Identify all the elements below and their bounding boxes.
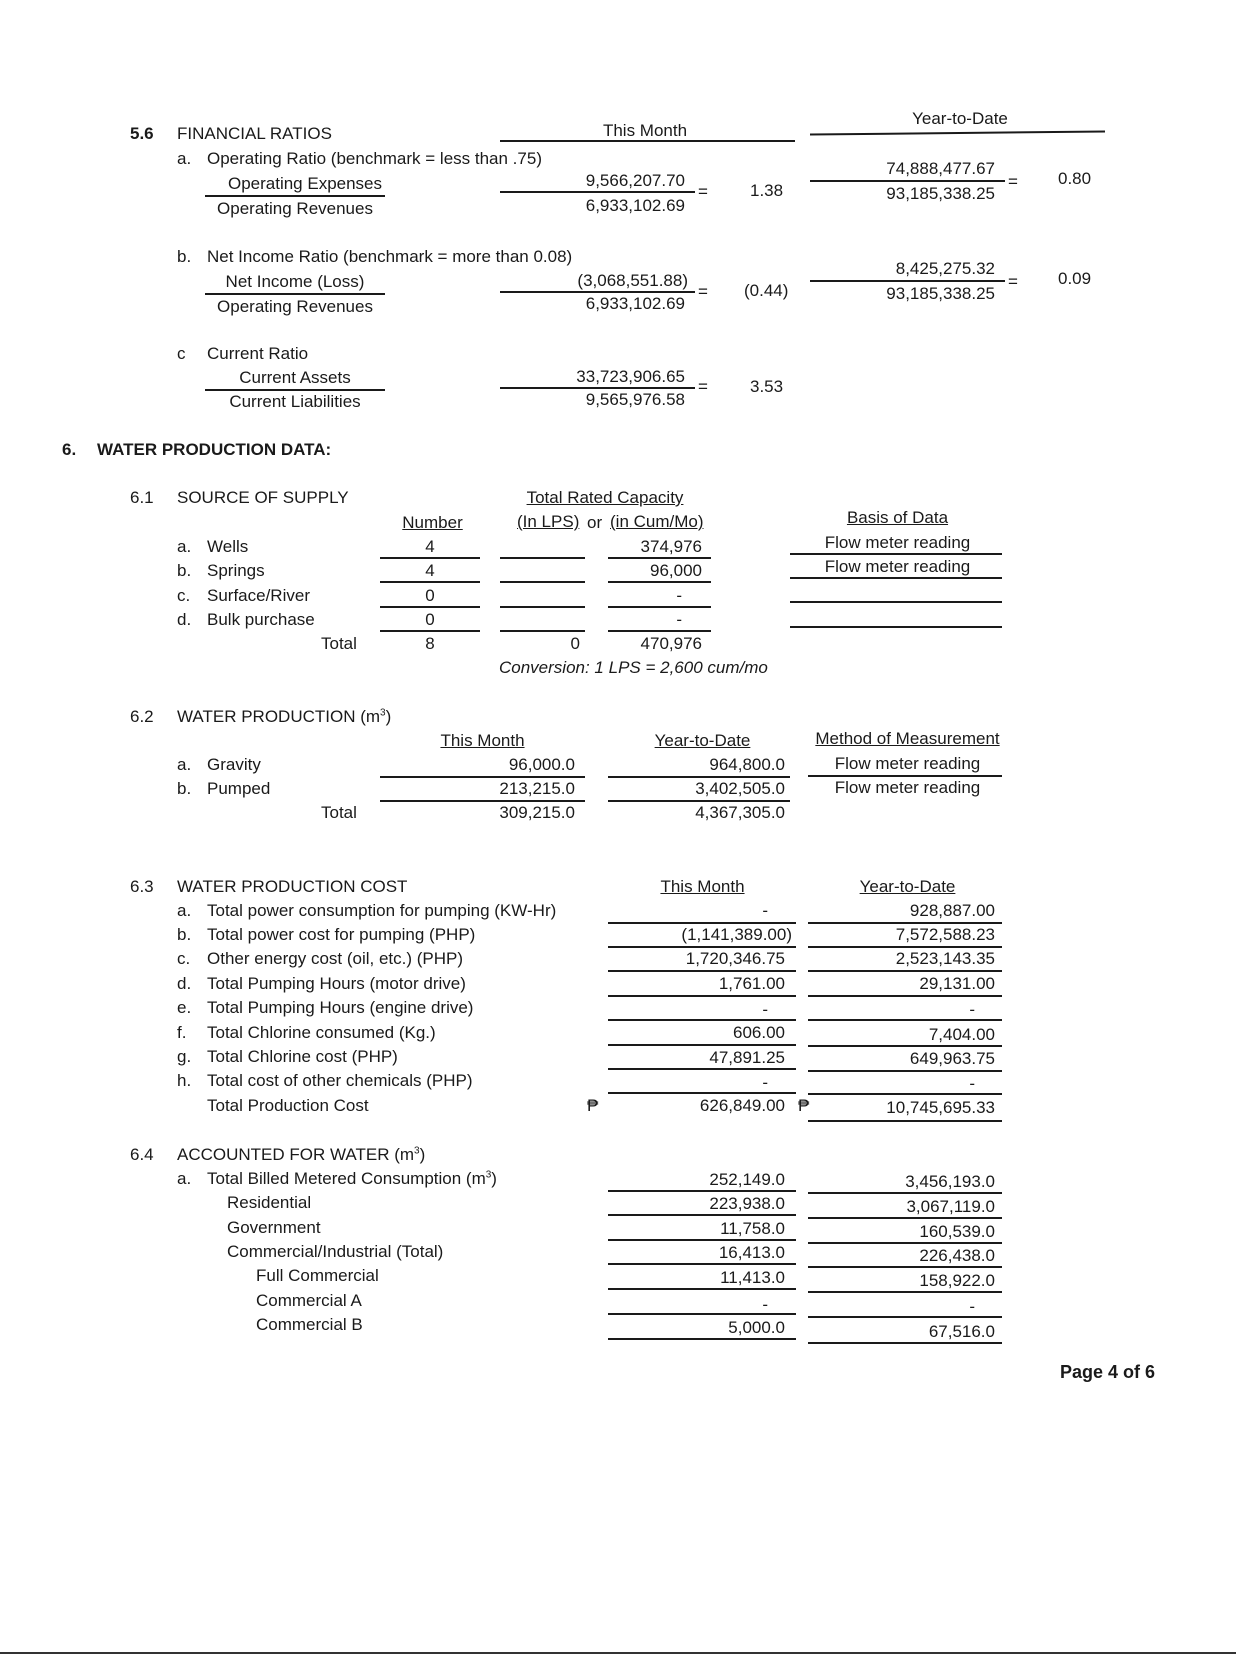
fraction-bar	[810, 180, 1005, 182]
row-month: 1,720,346.75	[685, 949, 785, 968]
row-month: -	[762, 1295, 768, 1314]
row-ytd: 964,800.0	[709, 755, 785, 774]
peso-sign: ₱	[587, 1096, 599, 1115]
page-number: Page 4 of 6	[1060, 1362, 1156, 1382]
rule	[808, 1120, 1002, 1122]
row-month: 47,891.25	[709, 1048, 785, 1067]
total-month: 626,849.00	[699, 1096, 785, 1115]
section-6-3-title: WATER PRODUCTION COST	[177, 877, 408, 896]
rule	[608, 1313, 796, 1315]
header-method-of-measurement: Method of Measurement	[815, 729, 1000, 748]
row-cum: -	[676, 610, 682, 629]
header-year-to-date: Year-to-Date	[859, 877, 956, 896]
rule	[500, 630, 585, 632]
rule	[808, 995, 1002, 997]
fraction-bar	[500, 387, 695, 389]
row-letter: c.	[177, 949, 191, 968]
rule	[608, 1068, 796, 1070]
section-5-6-number: 5.6	[130, 124, 154, 143]
row-label-surface-river: Surface/River	[207, 586, 310, 605]
rule	[608, 995, 796, 997]
row-label-chlorine-cost: Total Chlorine cost (PHP)	[207, 1047, 398, 1066]
rule	[608, 922, 796, 924]
rule	[608, 1019, 796, 1021]
row-ytd: 7,404.00	[928, 1025, 995, 1044]
net-income-ratio-title: Net Income Ratio (benchmark = more than 0.08)	[207, 247, 573, 266]
row-number: 4	[425, 561, 435, 580]
ytd-ratio-result: 0.09	[1058, 269, 1092, 288]
row-month: 96,000.0	[508, 755, 575, 774]
row-letter: g.	[177, 1047, 192, 1066]
row-month: -	[762, 901, 768, 920]
fraction-bar	[810, 280, 1005, 282]
operating-expenses-label: Operating Expenses	[227, 174, 383, 193]
row-ytd: -	[969, 1074, 975, 1093]
rule	[808, 1266, 1002, 1268]
row-number: 0	[425, 610, 435, 629]
net-income-label: Net Income (Loss)	[225, 272, 365, 291]
month-ratio-result: 1.38	[750, 181, 784, 200]
total-ytd: 4,367,305.0	[695, 803, 785, 822]
row-letter: e.	[177, 998, 192, 1017]
operating-revenues-label: Operating Revenues	[217, 297, 373, 316]
rule	[808, 1291, 1002, 1293]
rule	[380, 800, 585, 802]
total-cum: 470,976	[640, 634, 702, 653]
rule	[608, 1044, 796, 1046]
ytd-denominator: 93,185,338.25	[886, 284, 995, 303]
rule	[808, 1217, 1002, 1219]
total-ytd: 10,745,695.33	[886, 1098, 995, 1117]
row-number: 4	[425, 537, 435, 556]
row-ytd: 3,067,119.0	[906, 1197, 995, 1216]
current-assets-label: Current Assets	[239, 368, 351, 387]
month-ratio-result: (0.44)	[744, 281, 789, 300]
rule	[608, 1288, 796, 1290]
fraction-bar	[205, 293, 385, 295]
row-letter: b.	[177, 561, 192, 580]
row-month: -	[762, 1000, 768, 1019]
header-in-cum-mo: (in Cum/Mo)	[610, 512, 704, 531]
row-label-pumped: Pumped	[207, 779, 271, 798]
row-ytd: 160,539.0	[919, 1222, 995, 1241]
total-label: Total	[321, 634, 357, 653]
rule	[808, 1019, 1002, 1021]
month-denominator: 6,933,102.69	[585, 294, 685, 313]
rule	[808, 1316, 1002, 1318]
row-letter: a.	[177, 537, 192, 556]
row-label-other-chemicals: Total cost of other chemicals (PHP)	[207, 1071, 473, 1090]
equals-sign: =	[698, 182, 708, 201]
row-ytd: 928,887.00	[909, 901, 995, 920]
rule	[608, 776, 790, 778]
row-month: 16,413.0	[718, 1243, 785, 1262]
rule	[608, 630, 711, 632]
rule	[808, 1192, 1002, 1194]
rule	[808, 1045, 1002, 1047]
row-month: 223,938.0	[709, 1194, 785, 1213]
row-letter: a.	[177, 1169, 192, 1188]
row-month: 1,761.00	[718, 974, 785, 993]
row-label-commercial-b: Commercial B	[256, 1315, 363, 1334]
fraction-bar	[205, 195, 385, 197]
total-lps: 0	[570, 634, 580, 653]
row-label-billed-metered: Total Billed Metered Consumption $(m^3)$	[207, 1169, 497, 1188]
rule	[790, 553, 1002, 555]
operating-revenues-label: Operating Revenues	[217, 199, 373, 218]
row-label-chlorine-consumed: Total Chlorine consumed (Kg.)	[207, 1023, 436, 1042]
operating-ratio-title: Operating Ratio (benchmark = less than .75)	[207, 149, 542, 168]
row-ytd: 7,572,588.23	[895, 925, 995, 944]
row-cum: -	[676, 586, 682, 605]
rule	[808, 1070, 1002, 1072]
row-ytd: 2,523,143.35	[895, 949, 995, 968]
row-ytd: 649,963.75	[909, 1049, 995, 1068]
row-basis: Flow meter reading	[824, 533, 971, 552]
rule	[608, 970, 796, 972]
row-letter: b.	[177, 779, 192, 798]
month-numerator: 9,566,207.70	[585, 171, 685, 190]
rule	[808, 922, 1002, 924]
header-this-month: This Month	[602, 121, 688, 140]
rule	[808, 970, 1002, 972]
header-basis-of-data: Basis of Data	[846, 508, 949, 527]
scan-edge-line	[0, 1652, 1236, 1654]
row-letter: b.	[177, 925, 192, 944]
row-letter: h.	[177, 1071, 192, 1090]
header-in-lps: (In LPS)	[517, 512, 580, 531]
peso-sign: ₱	[798, 1096, 810, 1115]
equals-sign: =	[698, 377, 708, 396]
row-label-power-consumption: Total power consumption for pumping (KW-Hr)	[207, 901, 557, 920]
rule	[500, 581, 585, 583]
total-label: Total	[321, 803, 357, 822]
current-ratio-title: Current Ratio	[207, 344, 309, 363]
rule	[608, 581, 711, 583]
rule	[808, 1093, 1002, 1095]
rule	[790, 626, 1002, 628]
item-letter: b.	[177, 247, 192, 266]
row-month: (1,141,389.00)	[681, 925, 792, 944]
fraction-bar	[500, 291, 695, 293]
row-ytd: 158,922.0	[919, 1271, 995, 1290]
row-number: 0	[425, 586, 435, 605]
header-year-to-date: Year-to-Date	[912, 109, 1008, 128]
conversion-note: Conversion: 1 LPS = 2,600 cum/mo	[499, 658, 768, 677]
rule	[808, 946, 1002, 948]
row-month: 11,413.0	[720, 1268, 785, 1287]
rule	[500, 606, 585, 608]
month-numerator: (3,068,551.88)	[577, 271, 688, 290]
total-month: 309,215.0	[499, 803, 575, 822]
section-6-title: WATER PRODUCTION DATA:	[97, 440, 332, 459]
equals-sign: =	[1008, 272, 1018, 291]
row-ytd: 226,438.0	[919, 1246, 995, 1265]
rule	[380, 557, 480, 559]
section-6-1-title: SOURCE OF SUPPLY	[177, 488, 349, 507]
item-letter: a.	[177, 149, 192, 168]
rule	[608, 557, 711, 559]
row-label-other-energy-cost: Other energy cost (oil, etc.) (PHP)	[207, 949, 464, 968]
header-year-to-date: Year-to-Date	[654, 731, 751, 750]
row-method: Flow meter reading	[834, 778, 981, 797]
row-ytd: 29,131.00	[919, 974, 995, 993]
row-label-wells: Wells	[207, 537, 249, 556]
row-label-power-cost: Total power cost for pumping (PHP)	[207, 925, 476, 944]
row-label-residential: Residential	[227, 1193, 312, 1212]
rule	[608, 1239, 796, 1241]
rule	[790, 601, 1002, 603]
rule	[380, 630, 480, 632]
rule	[808, 1242, 1002, 1244]
row-cum: 374,976	[640, 537, 702, 556]
section-6-4-number: 6.4	[130, 1145, 154, 1164]
rule	[608, 606, 711, 608]
rule	[380, 776, 585, 778]
row-ytd: 3,402,505.0	[695, 779, 785, 798]
header-number: Number	[402, 513, 463, 532]
row-cum: 96,000	[650, 561, 702, 580]
row-label-pumping-hours-engine: Total Pumping Hours (engine drive)	[207, 998, 474, 1017]
month-denominator: 9,565,976.58	[585, 390, 685, 409]
ytd-denominator: 93,185,338.25	[886, 184, 995, 203]
rule	[808, 1342, 1002, 1344]
header-this-month: This Month	[440, 731, 525, 750]
row-ytd: -	[969, 1000, 975, 1019]
row-ytd: 67,516.0	[928, 1322, 995, 1341]
header-or: or	[587, 513, 603, 532]
total-number: 8	[425, 634, 435, 653]
row-month: 11,758.0	[720, 1219, 785, 1238]
month-ratio-result: 3.53	[750, 377, 784, 396]
row-label-pumping-hours-motor: Total Pumping Hours (motor drive)	[207, 974, 466, 993]
item-letter: c	[177, 344, 186, 363]
row-basis: Flow meter reading	[824, 557, 971, 576]
rule	[608, 1338, 796, 1340]
section-6-3-number: 6.3	[130, 877, 154, 896]
ytd-numerator: 74,888,477.67	[886, 159, 995, 178]
row-ytd: 3,456,193.0	[905, 1172, 995, 1191]
row-letter: d.	[177, 610, 192, 629]
rule	[380, 581, 480, 583]
section-6-1-number: 6.1	[130, 488, 154, 507]
row-label-springs: Springs	[207, 561, 265, 580]
equals-sign: =	[698, 282, 708, 301]
rule	[380, 606, 480, 608]
row-letter: c.	[177, 586, 191, 605]
row-month: 252,149.0	[709, 1170, 785, 1189]
rule	[608, 1214, 796, 1216]
rule	[810, 130, 1105, 135]
row-month: 606.00	[733, 1023, 785, 1042]
ytd-numerator: 8,425,275.32	[895, 259, 995, 278]
section-6-number: 6.	[62, 440, 77, 459]
row-letter: f.	[177, 1023, 187, 1042]
row-month: 5,000.0	[728, 1318, 785, 1337]
section-6-2-title: WATER PRODUCTION $(m^3)$	[177, 707, 392, 726]
row-month: 213,215.0	[499, 779, 575, 798]
rule	[608, 1263, 796, 1265]
row-label-commercial-industrial: Commercial/Industrial (Total)	[227, 1242, 444, 1261]
ytd-ratio-result: 0.80	[1058, 169, 1092, 188]
row-letter: d.	[177, 974, 192, 993]
rule	[790, 577, 1002, 579]
rule	[808, 775, 1002, 777]
row-label-full-commercial: Full Commercial	[256, 1266, 379, 1285]
row-method: Flow meter reading	[834, 754, 981, 773]
row-ytd: -	[969, 1297, 975, 1316]
rule	[608, 946, 796, 948]
month-numerator: 33,723,906.65	[576, 367, 685, 386]
section-5-6-title: FINANCIAL RATIOS	[177, 124, 332, 143]
rule	[608, 1092, 796, 1094]
section-6-2-number: 6.2	[130, 707, 154, 726]
row-label-government: Government	[227, 1218, 321, 1237]
row-label-bulk-purchase: Bulk purchase	[207, 610, 315, 629]
row-label-gravity: Gravity	[207, 755, 261, 774]
row-month: -	[762, 1073, 768, 1092]
section-6-4-title: ACCOUNTED FOR WATER $(m^3)$	[177, 1145, 426, 1164]
current-liabilities-label: Current Liabilities	[229, 392, 361, 411]
row-label-commercial-a: Commercial A	[256, 1291, 362, 1310]
rule	[500, 140, 795, 142]
total-production-cost-label: Total Production Cost	[207, 1096, 369, 1115]
header-this-month: This Month	[660, 877, 745, 896]
rule	[608, 800, 790, 802]
fraction-bar	[500, 191, 695, 193]
row-letter: a.	[177, 901, 192, 920]
month-denominator: 6,933,102.69	[585, 196, 685, 215]
equals-sign: =	[1008, 172, 1018, 191]
rule	[500, 557, 585, 559]
row-letter: a.	[177, 755, 192, 774]
header-total-rated-capacity: Total Rated Capacity	[526, 488, 684, 507]
rule	[608, 1190, 796, 1192]
fraction-bar	[205, 389, 385, 391]
